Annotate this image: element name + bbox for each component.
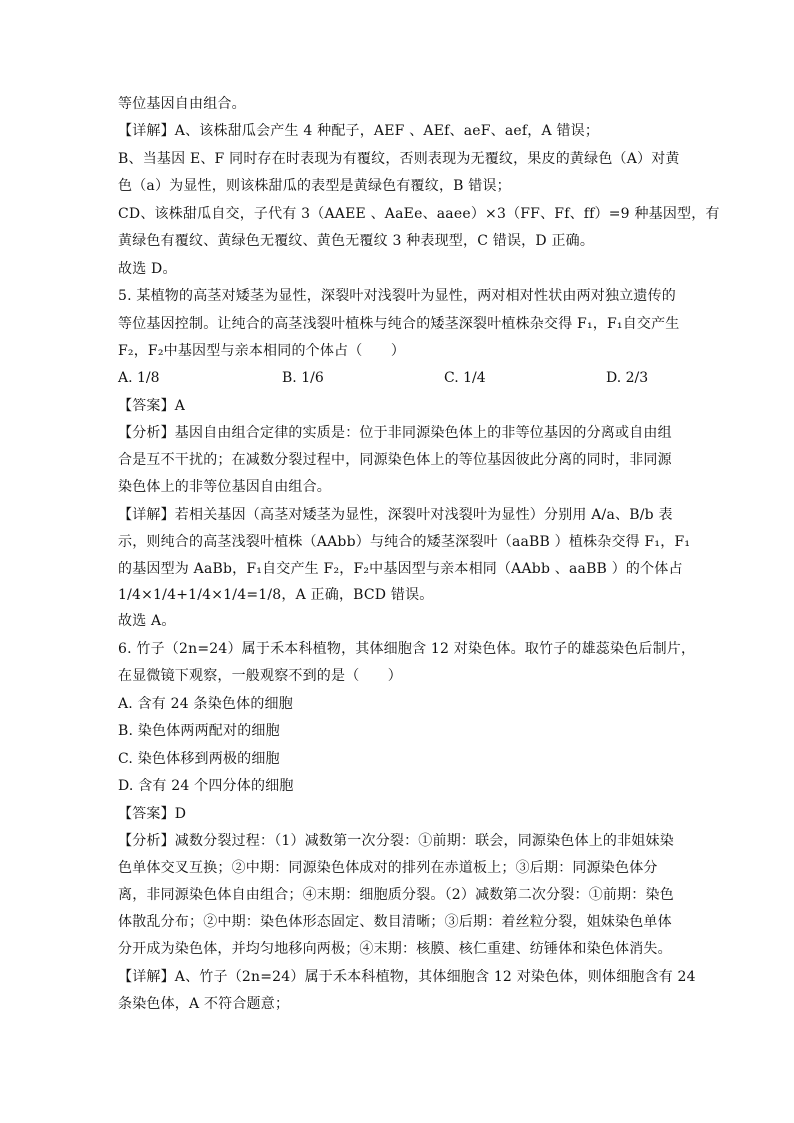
analysis-line: 体散乱分布；②中期：染色体形态固定、数目清晰；③后期：着丝粒分裂，姐妹染色单体 bbox=[118, 914, 672, 930]
explanation-line: 【详解】A、竹子（2n=24）属于禾本科植物，其体细胞含 12 对染色体，则体细胞含有 24 bbox=[118, 969, 696, 985]
question-5-stem: 等位基因控制。让纯合的高茎浅裂叶植株与纯合的矮茎深裂叶植株杂交得 F₁，F₁自交产生 bbox=[118, 316, 680, 332]
analysis-line: 染色体上的非等位基因自由组合。 bbox=[118, 479, 331, 495]
question-5-stem: 5. 某植物的高茎对矮茎为显性，深裂叶对浅裂叶为显性，两对相对性状由两对独立遗传的 bbox=[118, 288, 677, 304]
text-line: 故选 D。 bbox=[118, 261, 177, 277]
text-line: 色（a）为显性，则该株甜瓜的表型是黄绿色有覆纹，B 错误； bbox=[118, 178, 511, 194]
text-line: B、当基因 E、F 同时存在时表现为有覆纹，否则表现为无覆纹，果皮的黄绿色（A）对黄 bbox=[118, 151, 680, 167]
answer-line: 【答案】A bbox=[118, 398, 186, 414]
analysis-line: 【分析】减数分裂过程：（1）减数第一次分裂：①前期：联会，同源染色体上的非姐妹染 bbox=[118, 833, 674, 849]
explanation-line: 示，则纯合的高茎浅裂叶植株（AAbb）与纯合的矮茎深裂叶（aaBB ）植株杂交得 F₁，F₁ bbox=[118, 534, 691, 550]
option-c: C. 染色体移到两极的细胞 bbox=[118, 751, 280, 767]
question-6-stem: 6. 竹子（2n=24）属于禾本科植物，其体细胞含 12 对染色体。取竹子的雄蕊染色后制片， bbox=[118, 641, 696, 657]
option-b: B. 染色体两两配对的细胞 bbox=[118, 723, 280, 739]
option-c: C. 1/4 bbox=[444, 370, 486, 386]
analysis-line: 【分析】基因自由组合定律的实质是：位于非同源染色体上的非等位基因的分离或自由组 bbox=[118, 425, 672, 441]
text-line: 等位基因自由组合。 bbox=[118, 96, 246, 112]
option-b: B. 1/6 bbox=[282, 370, 324, 386]
question-6-stem: 在显微镜下观察，一般观察不到的是（ ） bbox=[118, 668, 402, 684]
question-5-options bbox=[118, 368, 678, 388]
analysis-line: 离，非同源染色体自由组合；④末期：细胞质分裂。（2）减数第二次分裂：①前期：染色 bbox=[118, 887, 674, 903]
analysis-line: 色单体交叉互换；②中期：同源染色体成对的排列在赤道板上；③后期：同源染色体分 bbox=[118, 860, 658, 876]
answer-line: 【答案】D bbox=[118, 806, 187, 822]
text-line: 故选 A。 bbox=[118, 613, 176, 629]
explanation-line: 条染色体，A 不符合题意； bbox=[118, 996, 290, 1012]
text-line: CD、该株甜瓜自交，子代有 3（AAEE 、AaEe、aaee）×3（FF、Ff、ff）=9 种基因型，有 bbox=[118, 206, 720, 222]
text-line: 黄绿色有覆纹、黄绿色无覆纹、黄色无覆纹 3 种表现型，C 错误，D 正确。 bbox=[118, 233, 595, 249]
text-line: 【详解】A、该株甜瓜会产生 4 种配子，AEF 、AEf、aeF、aef，A 错误； bbox=[118, 123, 600, 139]
explanation-line: 1/4×1/4+1/4×1/4=1/8，A 正确，BCD 错误。 bbox=[118, 587, 434, 603]
analysis-line: 分开成为染色体，并均匀地移向两极；④末期：核膜、核仁重建、纺锤体和染色体消失。 bbox=[118, 941, 672, 957]
explanation-line: 的基因型为 AaBb，F₁自交产生 F₂，F₂中基因型与亲本相同（AAbb 、aaBB ）的个体占 bbox=[118, 561, 683, 577]
question-5-stem: F₂，F₂中基因型与亲本相同的个体占（ ） bbox=[118, 343, 406, 359]
analysis-line: 合是互不干扰的；在减数分裂过程中，同源染色体上的等位基因彼此分离的同时，非同源 bbox=[118, 452, 672, 468]
explanation-line: 【详解】若相关基因（高茎对矮茎为显性，深裂叶对浅裂叶为显性）分别用 A/a、B/b 表 bbox=[118, 507, 673, 523]
option-a: A. 含有 24 条染色体的细胞 bbox=[118, 696, 293, 712]
option-a: A. 1/8 bbox=[118, 370, 160, 386]
option-d: D. 2/3 bbox=[606, 370, 649, 386]
option-d: D. 含有 24 个四分体的细胞 bbox=[118, 778, 294, 794]
